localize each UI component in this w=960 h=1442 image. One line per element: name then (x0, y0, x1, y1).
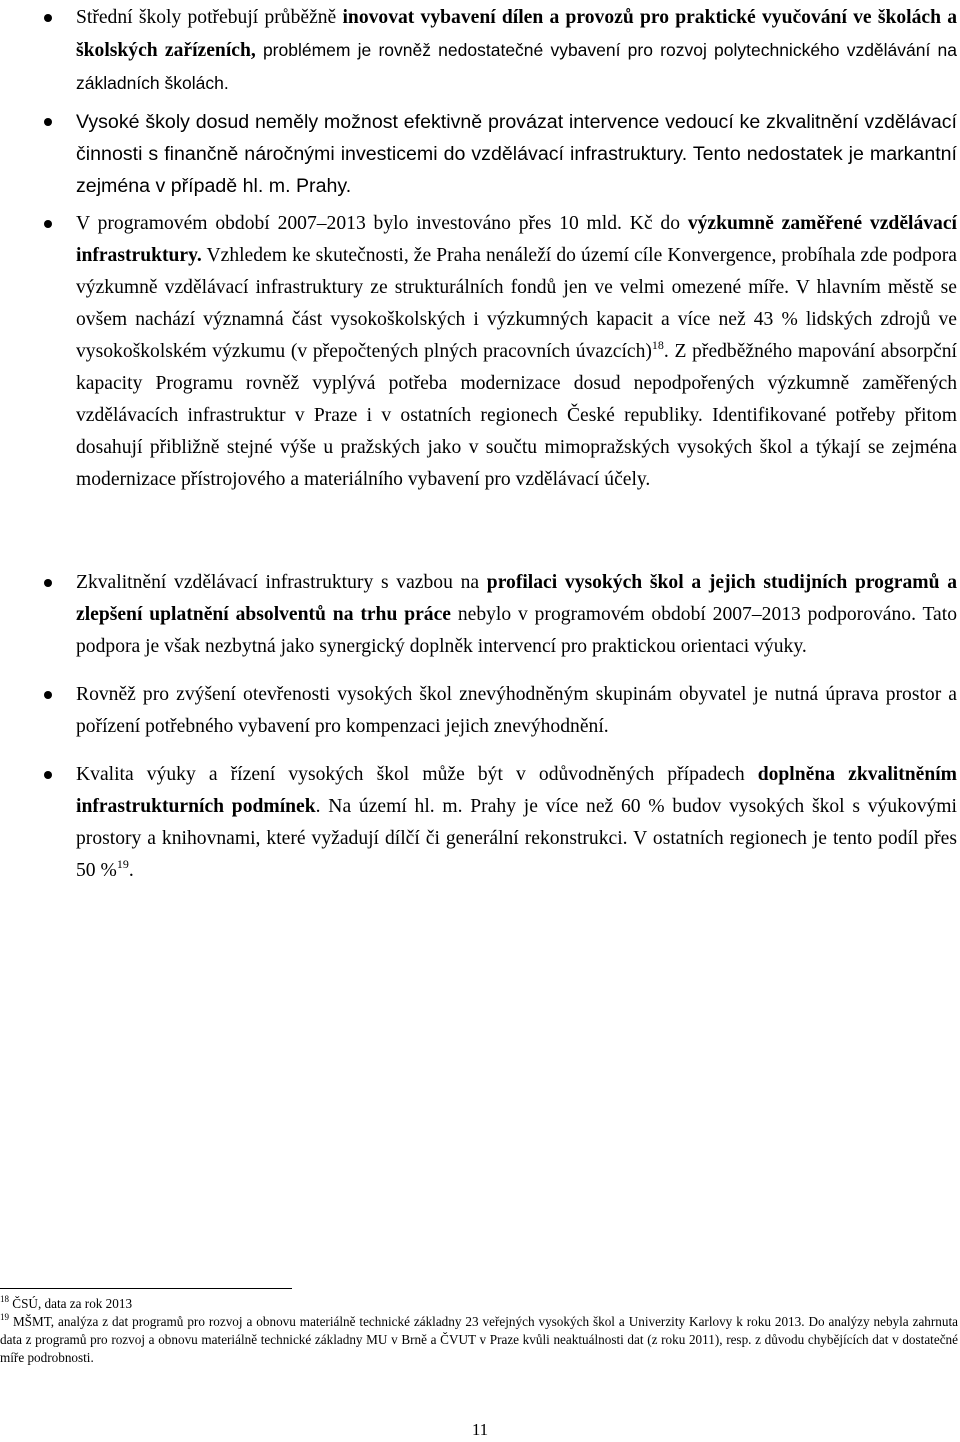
text-run: Střední školy potřebují průběžně (76, 7, 343, 28)
text-run: . Z předběžného mapování absorpční kapacity Programu rovněž vyplývá potřeba modernizace dosud nepodpořených výzkumně zaměřených vzdělávacích infrastruktur v Praze i v ostatních regionech České republiky. Identifikované potřeby přitom dosahují přibližně stejné výše u pražských jako v součtu mimopražských vysokých škol a týkají se zejména modernizace přístrojového a materiálního vybavení pro vzdělávací účely. (76, 341, 957, 490)
text-run: Rovněž pro zvýšení otevřenosti vysokých škol znevýhodněným skupinám obyvatel je nutná úprava prostor a pořízení potřebného vybavení pro kompenzaci jejich znevýhodnění. (76, 684, 957, 737)
footnote-number: 19 (0, 1312, 9, 1322)
footnote-text: ČSÚ, data za rok 2013 (9, 1296, 133, 1311)
bullet-item-quality (0, 759, 960, 887)
bullet-item-universities-link (0, 106, 960, 202)
bullet-list-top (0, 2, 960, 502)
text-run: Zkvalitnění vzdělávací infrastruktury s vazbou na (76, 572, 487, 593)
bold-text: výzkumně zaměřené vzdělávací infrastruktury. (76, 213, 957, 266)
footnote-separator (0, 1288, 292, 1289)
bullet-list-bottom (0, 567, 960, 903)
bold-text: inovovat vybavení dílen a provozů pro praktické vyučování ve školách a školských zařízeních, (76, 7, 957, 61)
bullet-item-secondary-schools (0, 2, 960, 100)
footnote-reference: 18 (651, 338, 664, 352)
footnote-18 (0, 1295, 958, 1313)
page-number: 11 (471, 1420, 489, 1439)
text-run: Kvalita výuky a řízení vysokých škol může být v odůvodněných případech (76, 764, 758, 785)
footnote-reference: 19 (116, 857, 129, 871)
bold-text: profilaci vysokých škol a jejich studijních programů a zlepšení uplatnění absolventů na trhu práce (76, 572, 957, 625)
text-run: nebylo v programovém období 2007–2013 podporováno. Tato podpora je však nezbytná jako synergický doplněk intervencí pro praktickou orientaci výuky. (76, 604, 957, 657)
text-run: . (128, 860, 134, 881)
text-run: problémem je rovněž nedostatečné vybavení pro rozvoj polytechnického vzdělávání na základních školách. (76, 40, 958, 93)
footnotes (0, 1295, 958, 1367)
bullet-item-profiling (0, 567, 960, 663)
bold-text: doplněna zkvalitněním infrastrukturních podmínek (76, 764, 957, 817)
text-run: Vzhledem ke skutečnosti, že Praha nenáleží do území cíle Konvergence, probíhala zde podpora výzkumně vzdělávací infrastruktury ze strukturálních fondů jen ve velmi omezené míře. V hlavním městě se ovšem nachází významná část vysokoškolských i výzkumných kapacit a více než 43 % lidských zdrojů ve vysokoškolském výzkumu (v přepočtených plných pracovních úvazcích) (76, 245, 957, 362)
bullet-item-openness (0, 679, 960, 743)
footnote-number: 18 (0, 1294, 9, 1304)
text-run: . Na území hl. m. Prahy je více než 60 % budov vysokých škol s výukovými prostory a knihovnami, které vyžadují dílčí či generální rekonstrukci. V ostatních regionech je tento podíl přes 50 % (76, 796, 957, 881)
text-run: Vysoké školy dosud neměly možnost efektivně provázat intervence vedoucí ke zkvalitnění vzdělávací činnosti s finančně náročnými investicemi do vzdělávací infrastruktury. Tento nedostatek je markantní zejména v případě hl. m. Prahy. (76, 111, 957, 197)
footnote-19 (0, 1313, 958, 1367)
text-run: V programovém období 2007–2013 bylo investováno přes 10 mld. Kč do (76, 213, 688, 234)
footnote-text: MŠMT, analýza z dat programů pro rozvoj a obnovu materiálně technické základny 23 veřejných vysokých škol a Univerzity Karlovy k roku 2013. Do analýzy nebyla zahrnuta data z programů pro rozvoj a obnovu materiálně technické základny MU v Brně a ČVUT v Praze kvůli neaktuálnosti dat (z roku 2011), resp. z důvodu chybějících dat v dostatečné míře podrobnosti. (0, 1314, 958, 1365)
bullet-item-programming-period (0, 208, 960, 496)
